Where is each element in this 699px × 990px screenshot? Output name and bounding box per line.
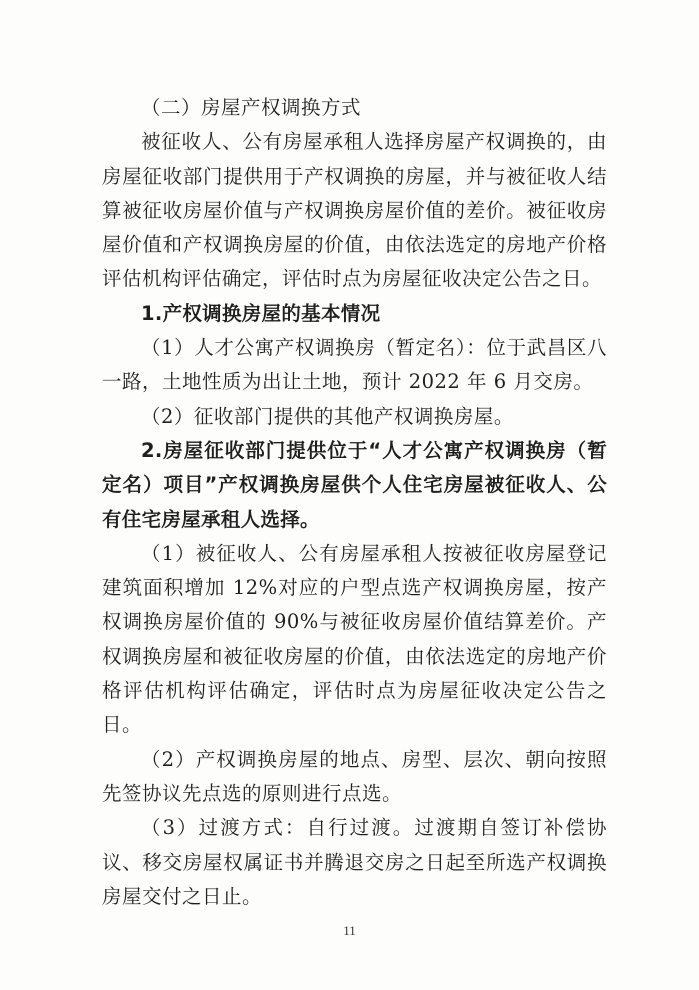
- page-number: 11: [343, 923, 356, 938]
- item2-paragraph-1: （1）被征收人、公有房屋承租人按被征收房屋登记建筑面积增加 12%对应的户型点选产权调换房屋，按产权调换房屋价值的 90%与被征收房屋价值结算差价。产权调换房屋和被征收房屋的价值，由依法选定的房地产价格评估机构评估确定，评估时点为房屋征收决定公告之日。: [102, 541, 607, 737]
- item1-paragraph-1: （1）人才公寓产权调换房（暂定名）：位于武昌区八一路，土地性质为出让土地，预计 2022 年 6 月交房。: [102, 336, 607, 394]
- item2-paragraph-2: （2）产权调换房屋的地点、房型、层次、朝向按照先签协议先点选的原则进行点选。: [102, 747, 607, 805]
- item2-heading: 2.房屋征收部门提供位于“人才公寓产权调换房（暂定名）项目”产权调换房屋供个人住宅房屋被征收人、公有住宅房屋承租人选择。: [102, 438, 607, 531]
- document-body: [102, 91, 607, 914]
- item1-heading: 1.产权调换房屋的基本情况: [141, 301, 381, 325]
- intro-paragraph: 被征收人、公有房屋承租人选择房屋产权调换的，由房屋征收部门提供用于产权调换的房屋，并与被征收人结算被征收房屋价值与产权调换房屋价值的差价。被征收房屋价值和产权调换房屋的价值，由依法选定的房地产价格评估机构评估确定，评估时点为房屋征收决定公告之日。: [102, 130, 607, 291]
- item1-paragraph-2: （2）征收部门提供的其他产权调换房屋。: [141, 404, 514, 428]
- item2-paragraph-3: （3）过渡方式：自行过渡。过渡期自签订补偿协议、移交房屋权属证书并腾退交房之日起至所选产权调换房屋交付之日止。: [102, 816, 607, 908]
- section-title: （二）房屋产权调换方式: [141, 96, 362, 119]
